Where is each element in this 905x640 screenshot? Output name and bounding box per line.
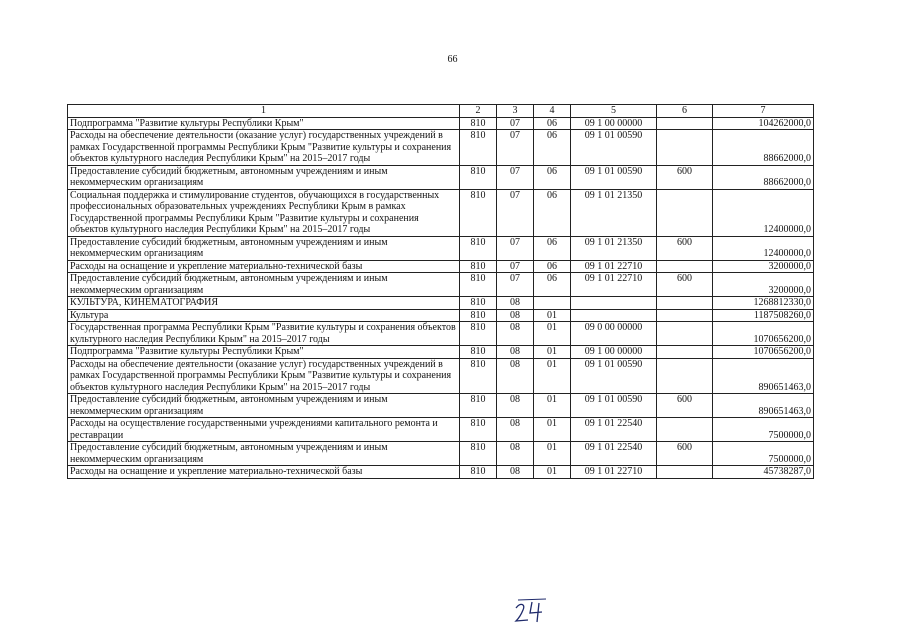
- column-number-5: 5: [571, 105, 657, 118]
- cell-grbs: 810: [460, 130, 497, 166]
- cell-subsection: 01: [534, 358, 571, 394]
- cell-grbs: 810: [460, 165, 497, 189]
- cell-section: 07: [497, 236, 534, 260]
- cell-target-article: 09 1 01 00590: [571, 165, 657, 189]
- column-number-2: 2: [460, 105, 497, 118]
- cell-target-article: [571, 309, 657, 322]
- cell-target-article: [571, 297, 657, 310]
- table-row: [68, 358, 814, 394]
- cell-grbs: 810: [460, 273, 497, 297]
- cell-amount: 7500000,0: [713, 442, 814, 466]
- cell-expense-type: [657, 189, 713, 236]
- cell-expense-type: 600: [657, 165, 713, 189]
- cell-amount: 7500000,0: [713, 418, 814, 442]
- cell-subsection: 06: [534, 165, 571, 189]
- cell-subsection: 01: [534, 346, 571, 359]
- cell-subsection: 06: [534, 236, 571, 260]
- cell-grbs: 810: [460, 346, 497, 359]
- cell-grbs: 810: [460, 466, 497, 479]
- table-row: [68, 236, 814, 260]
- cell-grbs: 810: [460, 309, 497, 322]
- cell-expense-type: [657, 260, 713, 273]
- cell-subsection: 01: [534, 442, 571, 466]
- row-description: Подпрограмма "Развитие культуры Республики Крым": [68, 346, 460, 359]
- cell-section: 07: [497, 260, 534, 273]
- budget-table: [67, 104, 814, 479]
- row-description: Подпрограмма "Развитие культуры Республики Крым": [68, 117, 460, 130]
- cell-expense-type: [657, 358, 713, 394]
- cell-amount: 12400000,0: [713, 189, 814, 236]
- cell-section: 07: [497, 273, 534, 297]
- cell-expense-type: [657, 322, 713, 346]
- row-description: Расходы на осуществление государственными учреждениями капитального ремонта и реставрации: [68, 418, 460, 442]
- cell-target-article: 09 1 01 22710: [571, 273, 657, 297]
- cell-subsection: 06: [534, 273, 571, 297]
- row-description: КУЛЬТУРА, КИНЕМАТОГРАФИЯ: [68, 297, 460, 310]
- cell-subsection: 01: [534, 309, 571, 322]
- cell-target-article: 09 1 01 21350: [571, 189, 657, 236]
- column-number-7: 7: [713, 105, 814, 118]
- cell-grbs: 810: [460, 442, 497, 466]
- cell-target-article: 09 1 01 22710: [571, 260, 657, 273]
- cell-section: 08: [497, 346, 534, 359]
- cell-expense-type: 600: [657, 394, 713, 418]
- cell-grbs: 810: [460, 117, 497, 130]
- row-description: Предоставление субсидий бюджетным, автономным учреждениям и иным некоммерческим организациям: [68, 394, 460, 418]
- cell-grbs: 810: [460, 260, 497, 273]
- cell-amount: 88662000,0: [713, 165, 814, 189]
- cell-subsection: 01: [534, 466, 571, 479]
- cell-section: 07: [497, 189, 534, 236]
- cell-amount: 890651463,0: [713, 358, 814, 394]
- column-number-1: 1: [68, 105, 460, 118]
- table-row: [68, 260, 814, 273]
- cell-section: 07: [497, 130, 534, 166]
- row-description: Расходы на обеспечение деятельности (оказание услуг) государственных учреждений в рамках Государственной программы Республики Крым "Развитие культуры и сохранения объектов культурного наследия Республики Крым" на 2015–2017 годы: [68, 130, 460, 166]
- column-number-6: 6: [657, 105, 713, 118]
- cell-expense-type: [657, 466, 713, 479]
- cell-target-article: 09 1 01 22540: [571, 418, 657, 442]
- cell-grbs: 810: [460, 297, 497, 310]
- cell-target-article: 09 1 00 00000: [571, 346, 657, 359]
- cell-amount: 3200000,0: [713, 273, 814, 297]
- cell-subsection: 06: [534, 260, 571, 273]
- table-row: [68, 117, 814, 130]
- page-number: 66: [447, 54, 458, 65]
- table-row: [68, 309, 814, 322]
- cell-target-article: 09 1 01 00590: [571, 394, 657, 418]
- table-row: [68, 130, 814, 166]
- column-number-3: 3: [497, 105, 534, 118]
- handwritten-signature: [512, 598, 552, 624]
- cell-grbs: 810: [460, 358, 497, 394]
- row-description: Государственная программа Республики Крым "Развитие культуры и сохранения объектов культурного наследия Республики Крым" на 2015–2017 годы: [68, 322, 460, 346]
- row-description: Социальная поддержка и стимулирование студентов, обучающихся в государственных профессиональных образовательных учреждениях Республики Крым в рамках Государственной программы Республики Крым "Развитие культуры и сохранения объектов культурного наследия Республики Крым" на 2015–2017 годы: [68, 189, 460, 236]
- cell-section: 08: [497, 466, 534, 479]
- cell-grbs: 810: [460, 236, 497, 260]
- cell-expense-type: [657, 418, 713, 442]
- cell-amount: 3200000,0: [713, 260, 814, 273]
- cell-amount: 45738287,0: [713, 466, 814, 479]
- cell-subsection: [534, 297, 571, 310]
- cell-amount: 1268812330,0: [713, 297, 814, 310]
- cell-section: 08: [497, 442, 534, 466]
- cell-amount: 1070656200,0: [713, 346, 814, 359]
- row-description: Культура: [68, 309, 460, 322]
- cell-expense-type: 600: [657, 442, 713, 466]
- table-header-row: [68, 105, 814, 118]
- cell-target-article: 09 1 01 22540: [571, 442, 657, 466]
- cell-subsection: 06: [534, 189, 571, 236]
- row-description: Предоставление субсидий бюджетным, автономным учреждениям и иным некоммерческим организациям: [68, 236, 460, 260]
- table-row: [68, 189, 814, 236]
- cell-target-article: 09 0 00 00000: [571, 322, 657, 346]
- cell-expense-type: [657, 309, 713, 322]
- cell-target-article: 09 1 01 22710: [571, 466, 657, 479]
- row-description: Расходы на оснащение и укрепление материально-технической базы: [68, 260, 460, 273]
- cell-section: 08: [497, 309, 534, 322]
- cell-expense-type: [657, 346, 713, 359]
- cell-grbs: 810: [460, 418, 497, 442]
- cell-amount: 88662000,0: [713, 130, 814, 166]
- cell-section: 08: [497, 418, 534, 442]
- budget-table-body: [68, 105, 814, 479]
- cell-expense-type: [657, 117, 713, 130]
- table-row: [68, 466, 814, 479]
- cell-grbs: 810: [460, 394, 497, 418]
- row-description: Расходы на оснащение и укрепление материально-технической базы: [68, 466, 460, 479]
- column-number-4: 4: [534, 105, 571, 118]
- cell-amount: 104262000,0: [713, 117, 814, 130]
- cell-section: 08: [497, 358, 534, 394]
- cell-amount: 890651463,0: [713, 394, 814, 418]
- cell-expense-type: 600: [657, 236, 713, 260]
- table-row: [68, 297, 814, 310]
- table-row: [68, 394, 814, 418]
- cell-grbs: 810: [460, 189, 497, 236]
- table-row: [68, 322, 814, 346]
- table-row: [68, 346, 814, 359]
- row-description: Предоставление субсидий бюджетным, автономным учреждениям и иным некоммерческим организациям: [68, 442, 460, 466]
- table-row: [68, 165, 814, 189]
- row-description: Расходы на обеспечение деятельности (оказание услуг) государственных учреждений в рамках Государственной программы Республики Крым "Развитие культуры и сохранения объектов культурного наследия Республики Крым" на 2015–2017 годы: [68, 358, 460, 394]
- cell-section: 08: [497, 297, 534, 310]
- cell-section: 08: [497, 394, 534, 418]
- cell-grbs: 810: [460, 322, 497, 346]
- cell-amount: 1070656200,0: [713, 322, 814, 346]
- cell-expense-type: 600: [657, 273, 713, 297]
- cell-expense-type: [657, 297, 713, 310]
- table-row: [68, 442, 814, 466]
- cell-target-article: 09 1 01 00590: [571, 130, 657, 166]
- row-description: Предоставление субсидий бюджетным, автономным учреждениям и иным некоммерческим организациям: [68, 165, 460, 189]
- cell-subsection: 01: [534, 418, 571, 442]
- cell-amount: 1187508260,0: [713, 309, 814, 322]
- row-description: Предоставление субсидий бюджетным, автономным учреждениям и иным некоммерческим организациям: [68, 273, 460, 297]
- table-row: [68, 273, 814, 297]
- cell-subsection: 01: [534, 394, 571, 418]
- cell-amount: 12400000,0: [713, 236, 814, 260]
- cell-section: 08: [497, 322, 534, 346]
- cell-subsection: 06: [534, 130, 571, 166]
- cell-section: 07: [497, 165, 534, 189]
- cell-target-article: 09 1 00 00000: [571, 117, 657, 130]
- cell-section: 07: [497, 117, 534, 130]
- cell-subsection: 06: [534, 117, 571, 130]
- cell-target-article: 09 1 01 00590: [571, 358, 657, 394]
- cell-target-article: 09 1 01 21350: [571, 236, 657, 260]
- cell-subsection: 01: [534, 322, 571, 346]
- table-row: [68, 418, 814, 442]
- cell-expense-type: [657, 130, 713, 166]
